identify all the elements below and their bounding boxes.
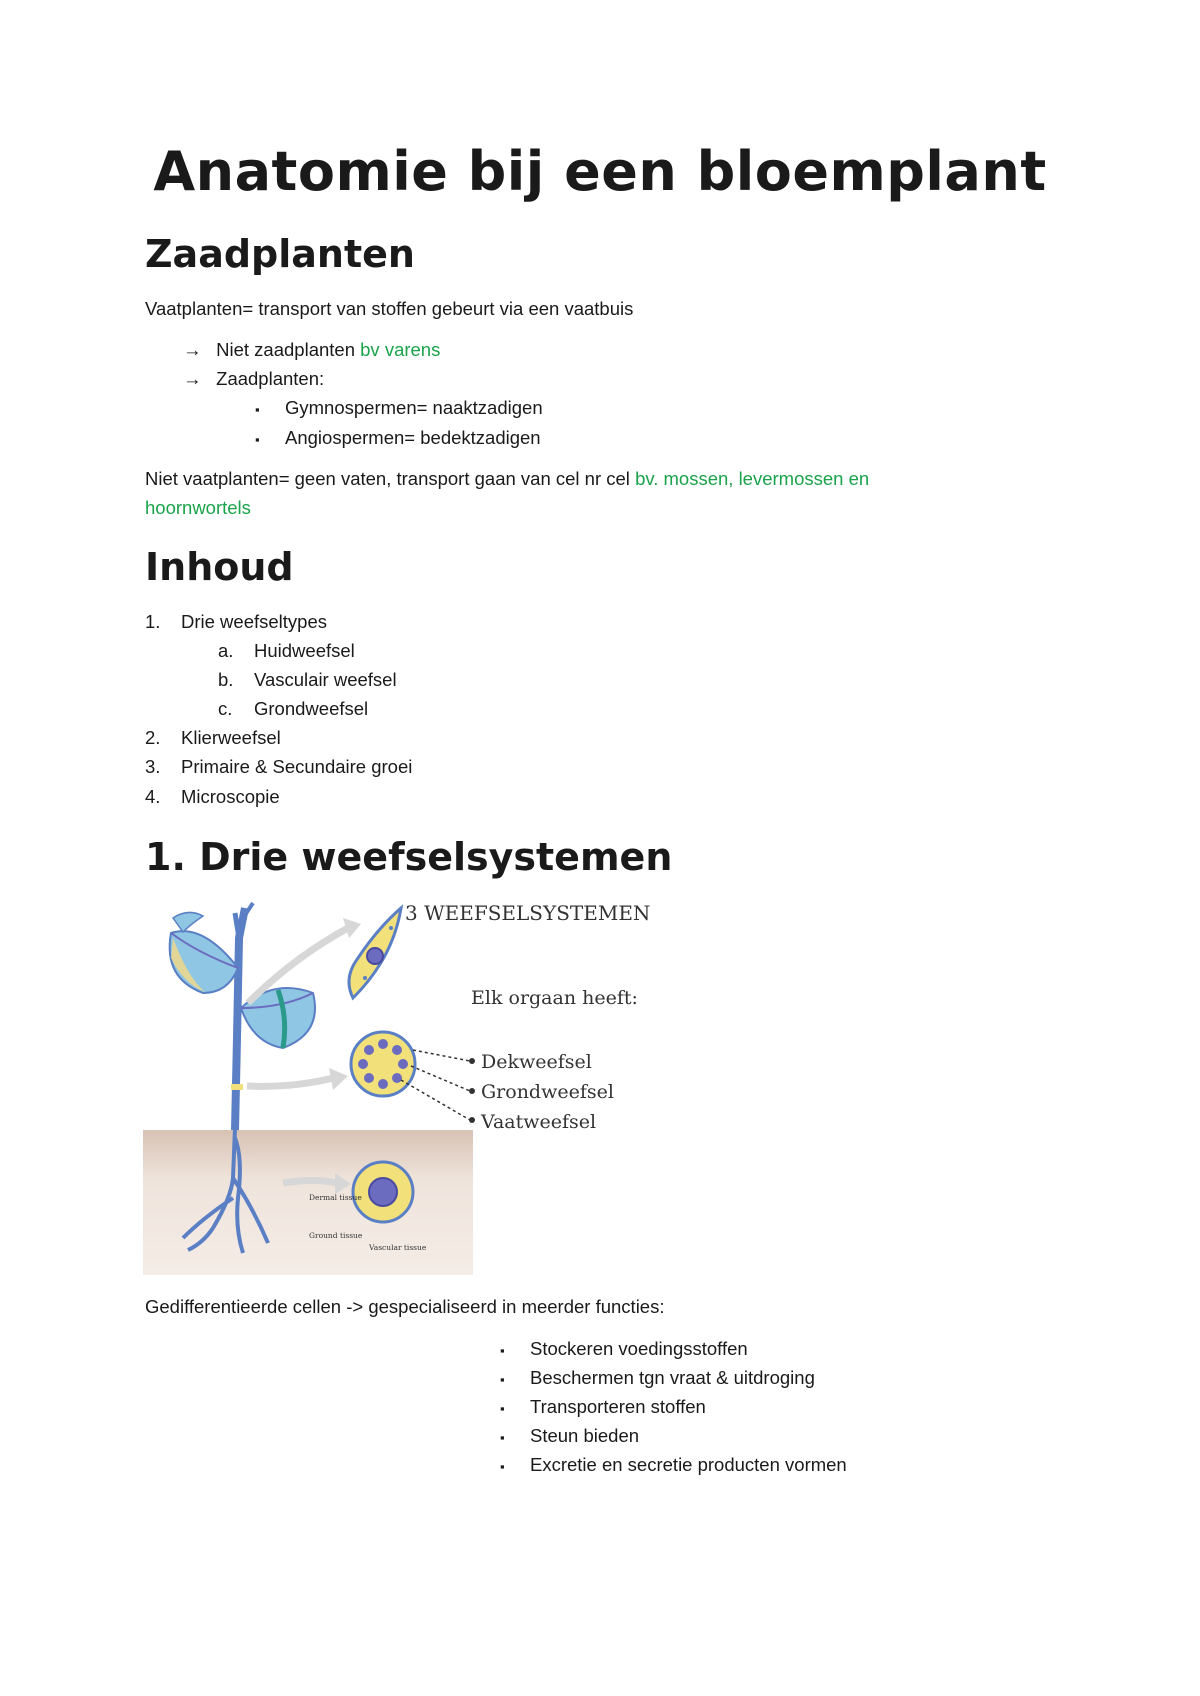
- heading-zaadplanten: Zaadplanten: [145, 232, 415, 276]
- label-grondweefsel: Grondweefsel: [481, 1081, 614, 1103]
- function-item: [500, 1334, 748, 1365]
- label-ground-tissue: Ground tissue: [309, 1231, 363, 1240]
- label-vascular-tissue: Vascular tissue: [369, 1243, 427, 1252]
- toc-item: [145, 723, 281, 752]
- arrow-item-1: [183, 335, 440, 364]
- heading-drie-weefselsystemen: 1. Drie weefselsystemen: [145, 835, 673, 879]
- toc-text: Grondweefsel: [254, 698, 369, 719]
- toc-num: 4.: [145, 786, 161, 807]
- toc-num: b.: [218, 669, 234, 690]
- toc-text: Vasculair weefsel: [254, 669, 397, 690]
- stem-node: [231, 1084, 243, 1090]
- toc-num: 2.: [145, 727, 161, 748]
- arrow-item-1-text: Niet zaadplanten: [216, 339, 361, 360]
- figure-subtitle: Elk orgaan heeft:: [471, 987, 638, 1009]
- arrow-to-stem-section: [247, 1078, 333, 1086]
- toc-text: Huidweefsel: [254, 640, 355, 661]
- arrow-icon: →: [183, 339, 202, 360]
- toc-item: [218, 694, 368, 723]
- toc-item: [145, 752, 412, 781]
- function-text: Stockeren voedingsstoffen: [530, 1338, 748, 1359]
- paragraph-text: Niet vaatplanten= geen vaten, transport gaan van cel nr cel: [145, 468, 636, 489]
- function-text: Excretie en secretie producten vormen: [530, 1454, 847, 1475]
- paragraph-example-2: hoornwortels: [145, 497, 251, 518]
- function-item: [500, 1450, 847, 1481]
- toc-text: Microscopie: [181, 786, 280, 807]
- intro-gedifferentieerde: Gedifferentieerde cellen -> gespecialiseerd in meerder functies:: [145, 1296, 665, 1317]
- function-text: Steun bieden: [530, 1425, 640, 1446]
- paragraph-example-1: bv. mossen, levermossen en: [635, 468, 870, 489]
- page-title: Anatomie bij een bloemplant: [153, 140, 1047, 203]
- bullet-icon: ▪: [500, 1343, 505, 1358]
- paragraph-niet-vaatplanten: [145, 464, 1025, 522]
- stem: [235, 908, 245, 1130]
- function-item: [500, 1421, 639, 1452]
- label-vaatweefsel: Vaatweefsel: [481, 1111, 597, 1133]
- label-dekweefsel: Dekweefsel: [481, 1051, 592, 1073]
- function-text: Beschermen tgn vraat & uitdroging: [530, 1367, 815, 1388]
- bullet-icon: ▪: [500, 1430, 505, 1445]
- figure-title: 3 WEEFSELSYSTEMEN: [405, 901, 651, 925]
- function-item: [500, 1392, 706, 1423]
- arrow-item-2-text: Zaadplanten:: [216, 368, 325, 389]
- toc-item: [218, 665, 397, 694]
- arrow-item-1-example: bv varens: [360, 339, 441, 360]
- sub-item-1: [255, 393, 543, 424]
- arrow-item-2: [183, 364, 324, 393]
- toc-item: [218, 636, 355, 665]
- bullet-icon: ▪: [255, 402, 260, 417]
- function-text: Transporteren stoffen: [530, 1396, 706, 1417]
- arrow-to-root-section: [283, 1181, 338, 1184]
- plant-tissue-figure: [143, 898, 663, 1278]
- toc-num: a.: [218, 640, 234, 661]
- bullet-icon: ▪: [500, 1372, 505, 1387]
- bullet-icon: ▪: [500, 1401, 505, 1416]
- soil-area: [143, 1130, 473, 1275]
- sub-item-2: [255, 423, 541, 454]
- function-item: [500, 1363, 815, 1394]
- toc-text: Klierweefsel: [181, 727, 281, 748]
- toc-num: 3.: [145, 756, 161, 777]
- toc-num: 1.: [145, 611, 161, 632]
- toc-text: Drie weefseltypes: [181, 611, 328, 632]
- sub-item-2-text: Angiospermen= bedektzadigen: [285, 427, 541, 448]
- label-dermal-tissue: Dermal tissue: [309, 1193, 362, 1202]
- toc-item: [145, 607, 327, 636]
- bullet-icon: ▪: [500, 1459, 505, 1474]
- toc-item: [145, 782, 280, 811]
- intro-vaatplanten: Vaatplanten= transport van stoffen gebeurt via een vaatbuis: [145, 298, 634, 319]
- toc-text: Primaire & Secundaire groei: [181, 756, 413, 777]
- arrow-icon: →: [183, 368, 202, 389]
- toc-num: c.: [218, 698, 233, 719]
- bullet-icon: ▪: [255, 432, 260, 447]
- sub-item-1-text: Gymnospermen= naaktzadigen: [285, 397, 543, 418]
- heading-inhoud: Inhoud: [145, 545, 294, 589]
